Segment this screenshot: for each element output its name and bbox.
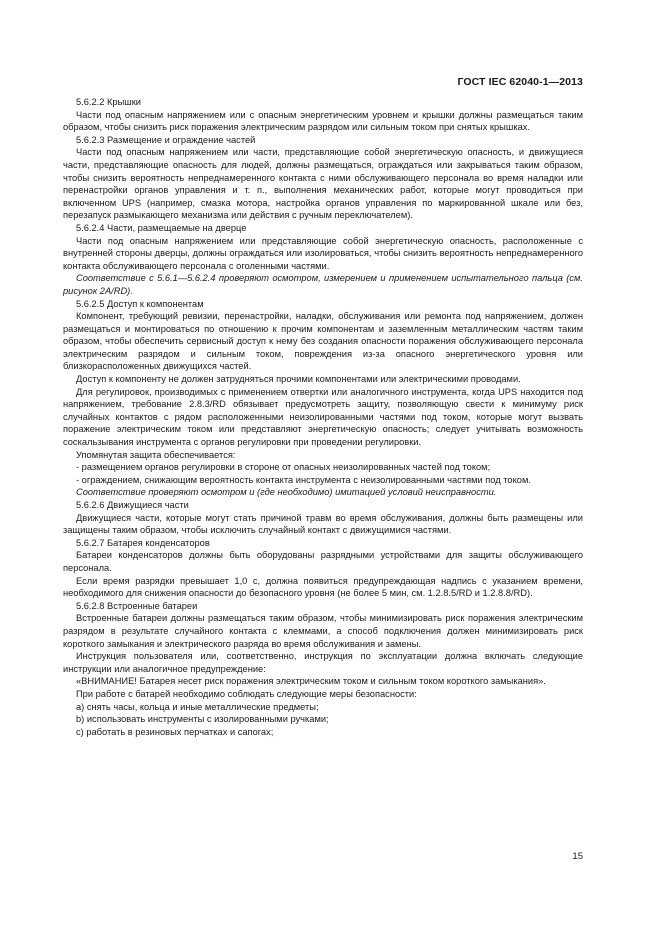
paragraph: Доступ к компоненту не должен затрудняться прочими компонентами или электрическими проводами. [76, 374, 521, 385]
paragraph: Батареи конденсаторов должны быть оборудованы разрядными устройствами для защиты обслуживающего персонала. [63, 550, 583, 573]
section-heading: 5.6.2.7 Батарея конденсаторов [76, 537, 210, 548]
paragraph: Движущиеся части, которые могут стать причиной травм во время обслуживания, должны быть размещены или защищены таким образом, чтобы исключить случайный контакт с движущимися частями. [63, 512, 583, 536]
paragraph: Для регулировок, производимых с применением отвертки или аналогичного инструмента, когда UPS находится под напряжением, требование 2.8.3/RD обязывает предусмотреть защиту, позволяющую свести к минимуму риск случайных контактов с рядом расположенными неизолированными частями под током, которые могут вызвать поражение электрическим током или представляют энергетическую опасность; следует учитывать возможность соскальзывания инструмента с органов регулировки при проведении регулировки. [63, 386, 583, 448]
paragraph: Инструкция пользователя или, соответственно, инструкция по эксплуатации должна включать следующие инструкции или аналогичное предупреждение: [63, 651, 583, 674]
document-body [63, 96, 583, 738]
list-item: c) работать в резиновых перчатках и сапогах; [76, 726, 274, 737]
page-number: 15 [572, 851, 583, 862]
compliance-note: Соответствие проверяют осмотром и (где необходимо) имитацией условий неисправности. [76, 487, 497, 498]
paragraph: Упомянутая защита обеспечивается: [76, 449, 236, 460]
section-heading: 5.6.2.8 Встроенные батареи [76, 600, 198, 611]
compliance-note: Соответствие с 5.6.1—5.6.2.4 проверяют осмотром, измерением и применением испытательного пальца (см. рисунок 2A/RD). [63, 273, 583, 296]
section-heading: 5.6.2.2 Крышки [76, 97, 142, 107]
paragraph: Части под опасным напряжением или части, представляющие собой энергетическую опасность, и движущиеся части, представляющие опасность для людей, должны размещаться, ограждаться или закрываться таким образом, чтобы снизить вероятность непреднамеренного контакта с ними обслуживающего персонала во время наладки или перенастройки органов управления и т. п., выполнения механических работ, которые могут проводиться при включенном UPS (например, смазка мотора, настройка органов управления по маркированной шкале или без, перезапуск размыкающего механизма или действия с ручным переключателем). [63, 147, 583, 221]
standard-header: ГОСТ IEC 62040-1—2013 [457, 76, 583, 88]
paragraph: При работе с батарей необходимо соблюдать следующие меры безопасности: [76, 688, 417, 699]
list-item: - размещением органов регулировки в стороне от опасных неизолированных частей под током; [76, 462, 491, 473]
warning-text: «ВНИМАНИЕ! Батарея несет риск поражения электрическим током и сильным током короткого замыкания». [76, 676, 546, 687]
paragraph: Если время разрядки превышает 1,0 с, должна появиться предупреждающая надпись с указанием времени, необходимого для снижения опасности до безопасного уровня (не более 5 мин, см. 1.2.8.5/RD и 1.2.8.8/RD). [63, 575, 583, 599]
section-heading: 5.6.2.6 Движущиеся части [76, 500, 189, 510]
list-item: b) использовать инструменты с изолированными ручками; [76, 714, 329, 725]
paragraph: Части под опасным напряжением или представляющие собой энергетическую опасность, расположенные с внутренней стороны дверцы, должны ограждаться или изолироваться, чтобы снизить вероятность непреднамеренного контакта обслуживающего персонала с оголенными частями. [63, 235, 583, 271]
paragraph: Встроенные батареи должны размещаться таким образом, чтобы минимизировать риск поражения электрическим разрядом в результате случайного контакта с клеммами, а способ подключения должен минимизировать риск короткого замыкания и электрического разряда во время обслуживания и замены. [63, 613, 583, 649]
paragraph: Части под опасным напряжением или с опасным энергетическим уровнем и крышки должны размещаться таким образом, чтобы снизить риск поражения электрическим разрядом или сильным током при снятых крышках. [63, 109, 583, 133]
section-heading: 5.6.2.4 Части, размещаемые на дверце [76, 222, 247, 233]
list-item: - ограждением, снижающим вероятность контакта инструмента с неизолированными частями под током. [76, 474, 531, 485]
section-heading: 5.6.2.3 Размещение и ограждение частей [76, 134, 256, 145]
list-item: a) снять часы, кольца и иные металлические предметы; [76, 701, 319, 712]
section-heading: 5.6.2.5 Доступ к компонентам [76, 298, 204, 309]
paragraph: Компонент, требующий ревизии, перенастройки, наладки, обслуживания или ремонта под напряжением, должен размещаться и монтироваться по отношению к прочим компонентам и заземленным металлическим частям таким образом, чтобы обеспечить сервисный доступ к нему без создания опасности поражения обслуживающего персонала электрическим разрядом и сильным током, повреждения из-за опасного энергетического уровня или близкорасположенных движущихся частей. [63, 311, 583, 372]
